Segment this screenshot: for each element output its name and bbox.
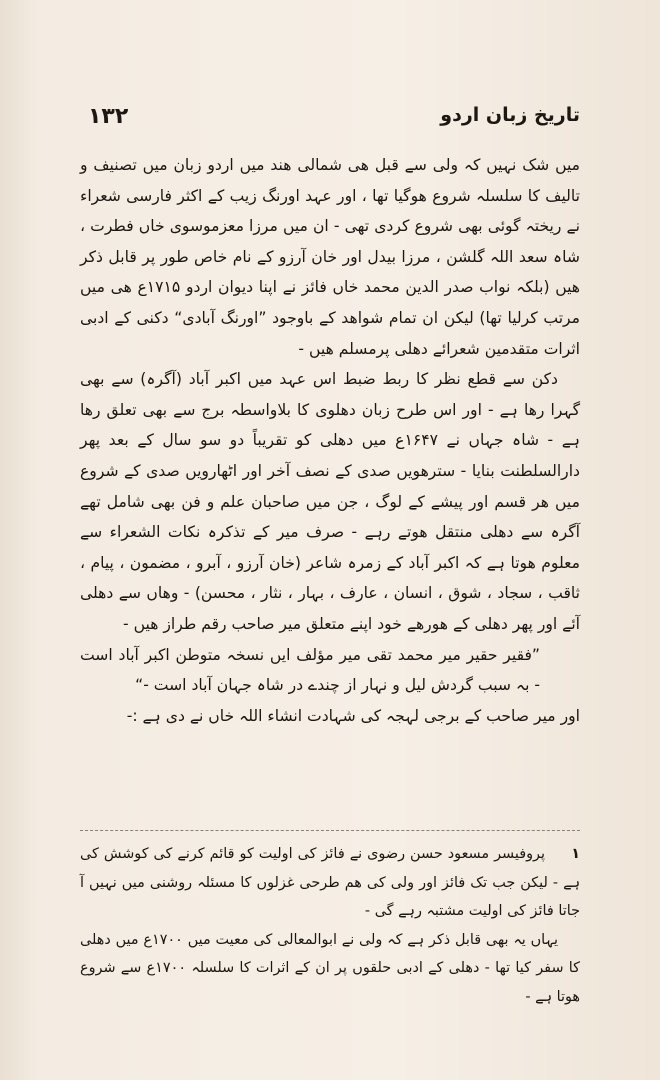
paragraph-2: دکن سے قطع نظر کا ربط ضبط اس عہد میں اکبر آباد (آگرہ) سے بھی گہرا رھا ہے - اور اس طرح زبان دھلوی کا بلاواسطہ برج سے بھی تعلق رھا ہے - شاہ جہاں نے ۱۶۴۷ع میں دھلی کو تقریباً دو سو سال کے بعد پھر دارالسلطنت بنایا - سترھویں صدی کے نصف آخر اور اٹھارویں صدی کے شروع میں ھر قسم اور پیشے کے لوگ ، جن میں صاحبان علم و فن بھی شامل تھے آگرہ سے دھلی منتقل ھوتے رہے - صرف میر کے تذکرہ نکات الشعراء سے معلوم ھوتا ہے کہ اکبر آباد کے زمرہ شاعر (خان آرزو ، آبرو ، مضمون ، پیام ، ثاقب ، سجاد ، شوق ، انسان ، عارف ، بہار ، نثار ، محسن) - وھاں سے دھلی آئے اور پھر دھلی کے ھورھے خود اپنے متعلق میر صاحب رقم طراز ھیں -: [80, 370, 580, 633]
footnote-continuation: یہاں یہ بھی قابل ذکر ہے کہ ولی نے ابوالمعالی کی معیت میں ۱۷۰۰ع میں دھلی کا سفر کیا تھا - دھلی کے ادبی حلقوں پر ان کے اثرات کا سلسلہ ۱۷۰۰ع سے شروع ھوتا ہے -: [80, 931, 581, 1005]
paragraph-1: میں شک نہیں کہ ولی سے قبل ھی شمالی ھند میں اردو زبان میں تصنیف و تالیف کا سلسلہ شروع ھوگیا تھا ، اور عہد اورنگ زیب کے اکثر فارسی شعراء نے ریختہ گوئی بھی شروع کردی تھی - ان میں مرزا معزموسوی خاں فطرت ، شاہ سعد اللہ گلشن ، مرزا بیدل اور خان آرزو کے نام خاص طور پر قابل ذکر ھیں (بلکہ نواب صدر الدین محمد خاں فائز نے اپنا دیوان اردو ۱۷۱۵ع ھی میں مرتب کرلیا تھا) لیکن ان تمام شواھد کے باوجود ”اورنگ آبادی“ دکنی کے ادبی اثرات متقدمین شعرائے دھلی پرمسلم ھیں -: [80, 156, 580, 358]
footnote-number: ۱: [571, 846, 580, 862]
footnote-1: [80, 840, 580, 926]
paragraph-4: اور میر صاحب کے برجی لہجہ کی شہادت انشاء اللہ خاں نے دی ہے :-: [126, 706, 580, 725]
running-title: تاریخ زبان اردو: [440, 104, 580, 126]
block-quote: ”فقیر حقیر میر محمد تقی میر مؤلف ایں نسخہ متوطن اکبر آباد است - بہ سبب گردش لیل و نہار از چندے در شاہ جہان آباد است -“: [80, 645, 540, 695]
footnotes: [80, 840, 580, 1011]
footnote-divider: [80, 830, 580, 831]
main-text: [80, 150, 580, 731]
page-number: ١٣٢: [88, 104, 129, 129]
footnote-text: پروفیسر مسعود حسن رضوی نے فائز کی اولیت کو قائم کرنے کی کوشش کی ہے - لیکن جب تک فائز اور ولی کی ھم طرحی غزلوں کا مسئلہ روشنی میں نہیں آ جاتا فائز کی اولیت مشتبہ رہے گی -: [80, 846, 580, 919]
page-header: [88, 100, 580, 140]
